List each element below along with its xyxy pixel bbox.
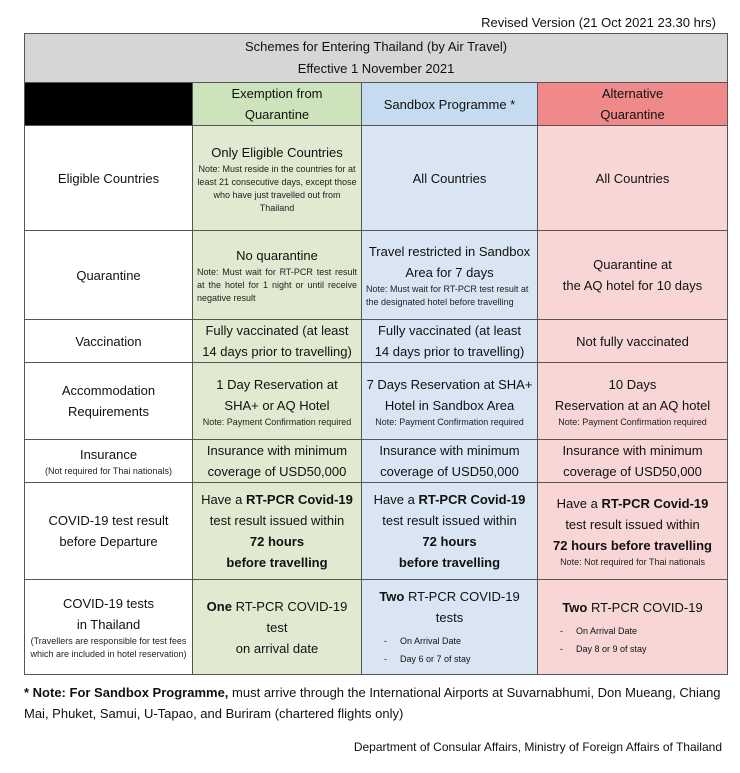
covid-thailand-alternative-bold: Two — [562, 599, 588, 615]
cell-covid-thailand-exemption — [193, 580, 362, 675]
header-alternative — [538, 83, 728, 126]
header-exemption-line-2: Quarantine — [244, 107, 310, 122]
covid-alternative-have-a: Have a — [556, 496, 602, 511]
cell-covid-departure-alternative — [538, 483, 728, 580]
covid-exemption-rtpcr: RT-PCR Covid-19 — [245, 492, 353, 507]
quarantine-alternative-line-1: Quarantine at — [593, 257, 672, 272]
vaccination-exemption-bold: Fully vaccinated — [205, 323, 299, 338]
vaccination-sandbox-bold: Fully vaccinated — [377, 323, 472, 338]
accommodation-exemption-bold: 1 Day — [216, 376, 251, 392]
cell-accommodation-exemption — [193, 363, 362, 440]
covid-sandbox-hours: 72 hours — [422, 534, 477, 549]
eligible-exemption-note: Note: Must reside in the countries for at least 21 consecutive days, except those who have just travelled out from Thailand — [197, 163, 357, 213]
quarantine-sandbox-note: Note: Must wait for RT-PCR test result at the designated hotel before travelling — [366, 284, 529, 307]
table-title — [25, 34, 728, 83]
sandbox-footnote — [24, 682, 724, 724]
covid-alternative-issued: test result issued within — [565, 517, 700, 532]
covid-exemption-hours: 72 hours — [249, 534, 305, 549]
cell-insurance-alternative — [538, 440, 728, 483]
accommodation-label-line-2: Requirements — [68, 404, 149, 419]
covid-exemption-issued: test result issued within — [209, 513, 345, 528]
insurance-alternative-line-1: Insurance with minimum — [562, 443, 703, 458]
cell-covid-departure-sandbox — [362, 483, 538, 580]
accommodation-label-line-1: Accommodation — [61, 383, 156, 398]
vaccination-sandbox-rest-1: (at least — [471, 323, 522, 338]
cell-eligible-exemption — [193, 126, 362, 231]
cell-quarantine-exemption — [193, 231, 362, 320]
accommodation-exemption-note: Note: Payment Confirmation required — [202, 416, 352, 427]
covid-departure-label-line-1: COVID-19 test result — [48, 513, 169, 528]
list-item: - Day 6 or 7 of stay — [384, 650, 533, 668]
label-covid-departure — [25, 483, 193, 580]
covid-thailand-alternative-list — [542, 622, 723, 658]
eligible-exemption-main: Only Eligible Countries — [211, 144, 343, 160]
quarantine-sandbox-main: Travel restricted in Sandbox Area for 7 days — [368, 244, 531, 280]
accommodation-sandbox-rest-2: Hotel in Sandbox Area — [384, 397, 515, 413]
insurance-label: Insurance — [79, 447, 138, 462]
list-item: - On Arrival Date — [384, 632, 533, 650]
label-quarantine: Quarantine — [25, 231, 193, 320]
covid-sandbox-before: before travelling — [398, 555, 501, 570]
covid-thailand-sandbox-rest: RT-PCR COVID-19 tests — [404, 589, 520, 625]
covid-exemption-before: before travelling — [226, 555, 328, 570]
covid-thailand-label-line-2: in Thailand — [76, 617, 141, 632]
cell-vaccination-sandbox — [362, 320, 538, 363]
accommodation-sandbox-rest-1: Reservation at SHA+ — [407, 376, 533, 392]
header-sandbox: Sandbox Programme * — [362, 83, 538, 126]
cell-vaccination-alternative: Not fully vaccinated — [538, 320, 728, 363]
covid-sandbox-have-a: Have a — [373, 492, 419, 507]
covid-exemption-have-a: Have a — [201, 492, 246, 507]
insurance-exemption-line-2: coverage of USD50,000 — [207, 464, 347, 479]
list-item: - Day 8 or 9 of stay — [560, 640, 723, 658]
insurance-sandbox-line-2: coverage of USD50,000 — [380, 464, 519, 479]
accommodation-sandbox-note: Note: Payment Confirmation required — [375, 416, 524, 427]
accommodation-sandbox-bold: 7 Days — [366, 376, 408, 392]
covid-sandbox-issued: test result issued within — [382, 513, 517, 528]
covid-thailand-alternative-rest: RT-PCR COVID-19 — [587, 599, 703, 615]
insurance-exemption-line-1: Insurance with minimum — [206, 443, 348, 458]
footnote-bold: * Note: For Sandbox Programme, — [24, 685, 229, 700]
cell-insurance-sandbox — [362, 440, 538, 483]
list-item: - On Arrival Date — [560, 622, 723, 640]
covid-thailand-sandbox-list — [366, 632, 533, 668]
insurance-alternative-line-2: coverage of USD50,000 — [563, 464, 702, 479]
title-line-2: Effective 1 November 2021 — [297, 61, 455, 76]
cell-accommodation-alternative — [538, 363, 728, 440]
covid-alternative-note: Note: Not required for Thai nationals — [560, 557, 705, 567]
cell-eligible-alternative: All Countries — [538, 126, 728, 231]
header-exemption — [193, 83, 362, 126]
covid-thailand-label-line-1: COVID-19 tests — [62, 596, 155, 611]
label-insurance — [25, 440, 193, 483]
covid-thailand-exemption-rest-1: RT-PCR COVID-19 test — [231, 598, 348, 635]
title-line-1: Schemes for Entering Thailand (by Air Travel) — [245, 39, 508, 54]
cell-vaccination-exemption — [193, 320, 362, 363]
label-accommodation — [25, 363, 193, 440]
covid-alternative-rtpcr: RT-PCR Covid-19 — [601, 496, 709, 511]
quarantine-exemption-note: Note: Must wait for RT-PCR test result at the hotel for 1 night or until receive negative result — [197, 267, 357, 303]
cell-covid-departure-exemption — [193, 483, 362, 580]
accommodation-alternative-bold: 10 Days — [608, 376, 657, 392]
label-covid-thailand — [25, 580, 193, 675]
cell-accommodation-sandbox — [362, 363, 538, 440]
label-eligible-countries: Eligible Countries — [25, 126, 193, 231]
accommodation-exemption-rest-1: Reservation at — [250, 376, 338, 392]
cell-insurance-exemption — [193, 440, 362, 483]
accommodation-alternative-note: Note: Payment Confirmation required — [558, 416, 707, 427]
department-credit: Department of Consular Affairs, Ministry of Foreign Affairs of Thailand — [353, 740, 722, 754]
covid-departure-label-line-2: before Departure — [59, 534, 158, 549]
label-vaccination: Vaccination — [25, 320, 193, 363]
covid-sandbox-rtpcr: RT-PCR Covid-19 — [418, 492, 526, 507]
insurance-label-sub: (Not required for Thai nationals) — [45, 466, 172, 476]
cell-covid-thailand-alternative — [538, 580, 728, 675]
cell-quarantine-alternative — [538, 231, 728, 320]
cell-quarantine-sandbox — [362, 231, 538, 320]
quarantine-exemption-main: No quarantine — [236, 248, 318, 263]
header-alternative-line-1: Alternative — [601, 86, 664, 101]
schemes-table — [24, 33, 728, 675]
cell-eligible-sandbox: All Countries — [362, 126, 538, 231]
header-blank — [25, 83, 193, 126]
quarantine-alternative-line-2: the AQ hotel for 10 days — [562, 278, 703, 293]
vaccination-exemption-rest-1: (at least — [298, 323, 349, 338]
covid-thailand-exemption-rest-2: on arrival date — [235, 640, 319, 656]
revised-version-label: Revised Version (21 Oct 2021 23.30 hrs) — [481, 15, 716, 30]
vaccination-sandbox-rest-2: 14 days prior to travelling) — [374, 344, 525, 359]
covid-thailand-label-sub: (Travellers are responsible for test fees which are included in hotel reservation) — [30, 636, 187, 659]
covid-thailand-exemption-bold: One — [206, 598, 232, 614]
header-alternative-line-2: Quarantine — [600, 107, 665, 122]
footnote-rest: must arrive through the International Airports at Suvarnabhumi, Don Mueang, Chiang Mai, Phuket, Samui, U-Tapao, and Buriram (chartered flights only) — [24, 685, 721, 721]
accommodation-exemption-rest-2: SHA+ or AQ Hotel — [224, 397, 330, 413]
cell-covid-thailand-sandbox — [362, 580, 538, 675]
accommodation-alternative-rest: Reservation at an AQ hotel — [554, 397, 711, 413]
covid-thailand-sandbox-bold: Two — [379, 589, 405, 604]
vaccination-exemption-rest-2: 14 days prior to travelling) — [202, 344, 352, 359]
covid-alternative-hours-before: 72 hours before travelling — [553, 538, 712, 553]
header-exemption-line-1: Exemption from — [231, 86, 323, 101]
insurance-sandbox-line-1: Insurance with minimum — [379, 443, 520, 458]
